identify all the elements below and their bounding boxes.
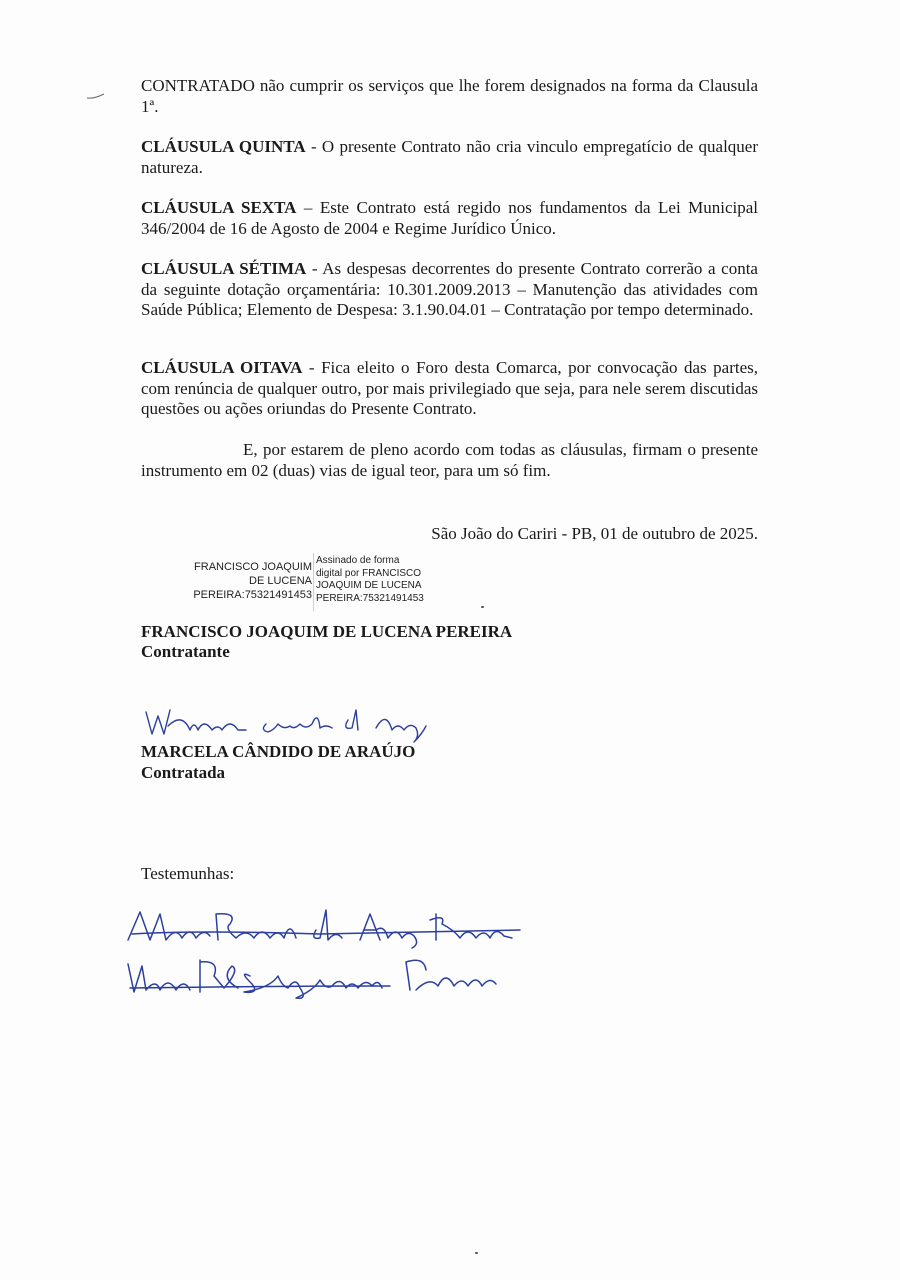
scan-mark <box>86 92 106 100</box>
clause-title: CLÁUSULA OITAVA <box>141 358 303 377</box>
digital-signature-line: Assinado de forma <box>316 555 400 566</box>
clause-sexta <box>141 198 758 239</box>
scan-speck <box>475 1252 478 1254</box>
clause-text: - O presente Contrato não cria vinculo empregatício de qualquer natureza. <box>141 137 759 177</box>
digital-signature-line: FRANCISCO JOAQUIM <box>194 561 312 573</box>
digital-signature-note <box>316 555 446 605</box>
digital-signature-line: PEREIRA:75321491453 <box>193 589 312 601</box>
clause-text: - As despesas decorrentes do presente Contrato correrão a conta da seguinte dotação orçamentária: 10.301.2009.2013 – Manutenção das atividades com Saúde Pública; Elemento de Despesa: 3.1.90.04.01 – Contratação por tempo determinado. <box>141 259 758 319</box>
place-date: São João do Cariri - PB, 01 de outubro de 2025. <box>431 524 758 543</box>
witness-handwritten-signatures <box>120 900 550 1000</box>
contratante-role: Contratante <box>141 642 230 661</box>
contratante-name: FRANCISCO JOAQUIM DE LUCENA PEREIRA <box>141 622 513 641</box>
digital-signature-line: JOAQUIM DE LUCENA <box>316 580 422 591</box>
digital-signature-line: DE LUCENA <box>249 575 312 587</box>
signature-divider <box>313 553 314 611</box>
contratada-role: Contratada <box>141 763 226 782</box>
digital-signature-name <box>185 560 312 602</box>
paragraph-text: CONTRATADO não cumprir os serviços que lhe forem designados na forma da Clausula 1ª. <box>141 76 758 116</box>
closing-paragraph <box>141 440 758 481</box>
witnesses-label: Testemunhas: <box>141 864 235 883</box>
clause-title: CLÁUSULA QUINTA <box>141 137 306 156</box>
clause-setima <box>141 259 758 321</box>
contratada-name: MARCELA CÂNDIDO DE ARAÚJO <box>141 742 416 761</box>
closing-text: E, por estarem de pleno acordo com todas as cláusulas, firmam o presente instrumento em 02 (duas) vias de igual teor, para um só fim. <box>141 440 758 480</box>
clause-quinta <box>141 137 758 178</box>
clause-text: – Este Contrato está regido nos fundamentos da Lei Municipal 346/2004 de 16 de Agosto de 2004 e Regime Jurídico Único. <box>141 198 758 238</box>
clause-oitava <box>141 358 758 420</box>
digital-signature-line: PEREIRA:75321491453 <box>316 592 424 604</box>
digital-signature-line: digital por FRANCISCO <box>316 567 422 579</box>
clause-title: CLÁUSULA SEXTA <box>141 198 297 217</box>
paragraph-contratado <box>141 76 758 117</box>
contratada-handwritten-signature <box>142 700 432 744</box>
clause-title: CLÁUSULA SÉTIMA <box>141 259 307 278</box>
clause-text: - Fica eleito o Foro desta Comarca, por convocação das partes, com renúncia de qualquer outro, por mais privilegiado que seja, para nele serem discutidas questões ou ações oriundas do Presente Contrato. <box>141 358 758 418</box>
scan-speck <box>481 606 484 608</box>
